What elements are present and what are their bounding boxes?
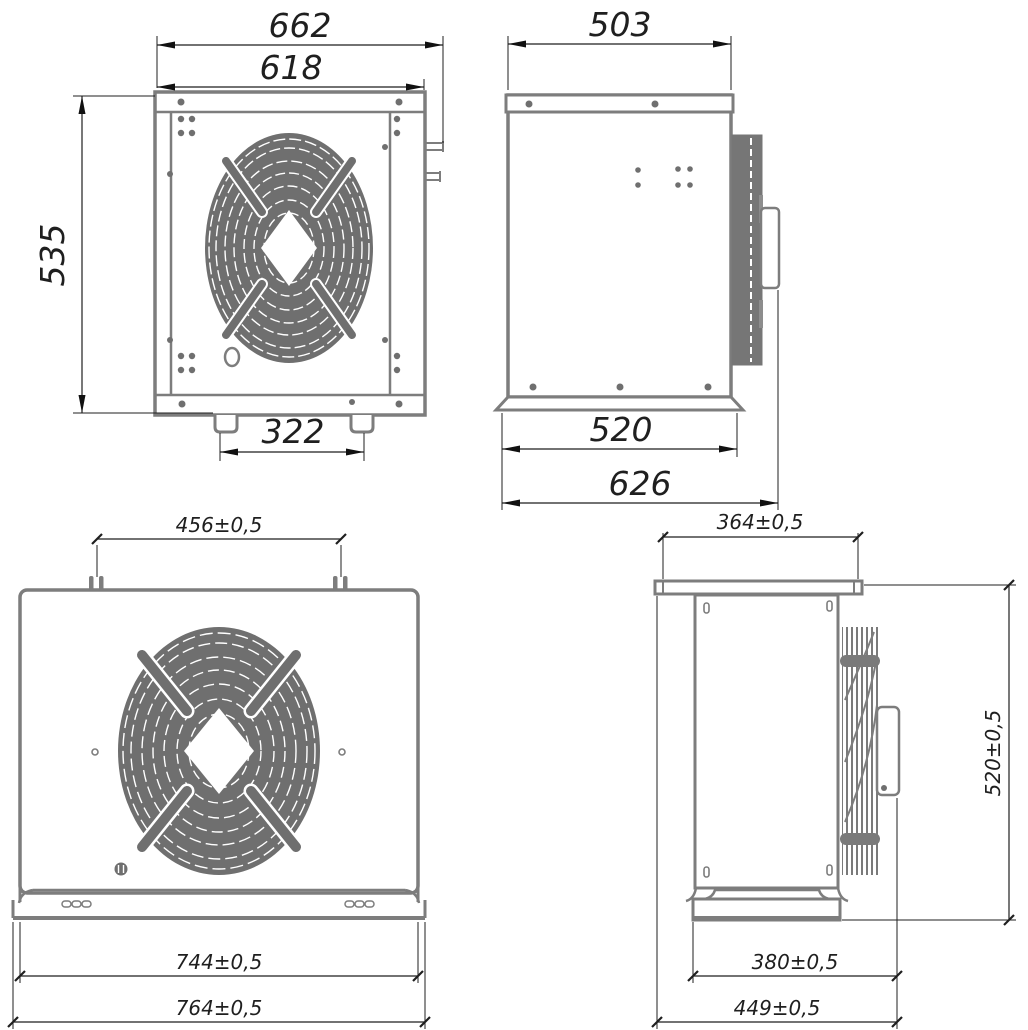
side-casing [496, 95, 743, 410]
condenser-fins-large [840, 627, 880, 875]
dim-rear-base-width [15, 922, 423, 983]
view-front-top-left [33, 6, 443, 461]
dim-label-626: 626 [608, 464, 672, 503]
dim-label-364: 364±0,5 [716, 510, 804, 534]
dim-front-casing-width [157, 48, 424, 91]
dim-rear-bracket-spacing [92, 513, 346, 577]
electrical-box-large [877, 707, 899, 795]
view-front-bottom-left [8, 513, 430, 1029]
electrical-box-side [761, 208, 779, 288]
fan-grille-small [205, 133, 373, 363]
side2-base-pan [686, 888, 848, 920]
dim-label-535: 535 [33, 223, 72, 287]
condenser-fins-side [732, 135, 763, 365]
dim-label-503: 503 [588, 5, 652, 44]
dim-label-322: 322 [261, 412, 325, 451]
refrigerant-pipes [425, 141, 443, 182]
base-vent-slots [62, 901, 374, 907]
dim-front-feet-spacing [220, 412, 364, 461]
dim-label-618: 618 [259, 48, 323, 87]
dim-label-520tol: 520±0,5 [981, 709, 1005, 797]
view-side-top-right [496, 5, 779, 510]
dim-label-456: 456±0,5 [175, 513, 263, 537]
panel-screw [115, 863, 128, 876]
dim-label-744: 744±0,5 [175, 950, 263, 974]
fan-grille-large [118, 627, 320, 875]
side2-casing [655, 581, 862, 920]
dim-label-764: 764±0,5 [175, 996, 263, 1020]
dim-label-380: 380±0,5 [751, 950, 839, 974]
dim-side-top-width [508, 5, 731, 90]
dim-side2-bracket-spacing [658, 510, 863, 579]
dim-label-520: 520 [589, 410, 653, 449]
view-side-bottom-right [652, 510, 1016, 1029]
dim-label-449: 449±0,5 [733, 996, 821, 1020]
dim-label-662: 662 [268, 6, 332, 45]
